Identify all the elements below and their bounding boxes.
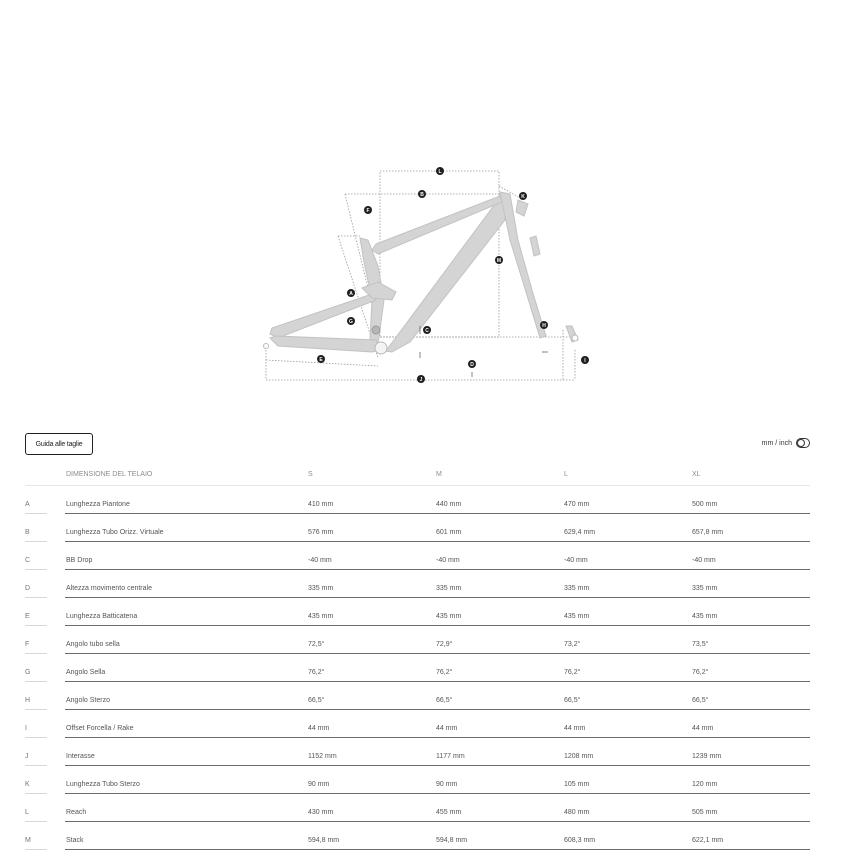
table-row — [25, 766, 810, 794]
geometry-marker-g — [347, 317, 355, 325]
row-dimension-name: Interasse — [66, 753, 95, 760]
row-value-xl: 500 mm — [692, 501, 718, 508]
row-divider — [65, 849, 810, 850]
geometry-marker-f — [364, 206, 372, 214]
row-dimension-name: Altezza movimento centrale — [66, 585, 152, 592]
table-row — [25, 682, 810, 710]
header-size-l: L — [564, 471, 568, 478]
row-value-m: 90 mm — [436, 781, 458, 788]
row-value-s: 72,5° — [308, 641, 325, 648]
row-dimension-name: Angolo tubo sella — [66, 641, 120, 648]
row-value-xl: 73,5° — [692, 641, 709, 648]
geometry-marker-j — [417, 375, 425, 383]
row-value-l: 66,5° — [564, 697, 581, 704]
row-value-m: 601 mm — [436, 529, 462, 536]
row-value-m: 335 mm — [436, 585, 462, 592]
row-value-xl: 435 mm — [692, 613, 718, 620]
row-value-l: 73,2° — [564, 641, 581, 648]
row-value-s: 76,2° — [308, 669, 325, 676]
geometry-marker-h — [540, 321, 548, 329]
row-value-xl: 76,2° — [692, 669, 709, 676]
row-value-xl: 505 mm — [692, 809, 718, 816]
table-row — [25, 794, 810, 822]
row-value-s: 335 mm — [308, 585, 334, 592]
marker-letter: E — [319, 357, 323, 363]
row-value-l: 76,2° — [564, 669, 581, 676]
geometry-marker-m — [495, 256, 503, 264]
marker-letter: D — [470, 362, 474, 368]
row-value-m: 1177 mm — [436, 753, 465, 760]
row-value-m: 455 mm — [436, 809, 462, 816]
row-letter: D — [25, 585, 31, 592]
table-body — [25, 486, 810, 850]
row-letter: F — [25, 641, 30, 648]
row-letter: G — [25, 669, 31, 676]
header-dimension: DIMENSIONE DEL TELAIO — [66, 471, 153, 478]
row-value-s: 410 mm — [308, 501, 334, 508]
row-value-l: 105 mm — [564, 781, 590, 788]
row-value-m: 66,5° — [436, 697, 453, 704]
marker-letter: J — [419, 377, 423, 383]
row-value-s: 430 mm — [308, 809, 334, 816]
table-row — [25, 514, 810, 542]
row-letter: C — [25, 557, 31, 564]
header-size-s: S — [308, 471, 313, 478]
table-row — [25, 738, 810, 766]
row-value-s: 435 mm — [308, 613, 334, 620]
row-value-l: 480 mm — [564, 809, 590, 816]
geometry-table — [25, 465, 810, 850]
row-letter: B — [25, 529, 30, 536]
row-value-l: 470 mm — [564, 501, 590, 508]
row-dimension-name: Angolo Sterzo — [66, 697, 110, 704]
row-value-xl: 1239 mm — [692, 753, 722, 760]
row-value-m: 594,8 mm — [436, 837, 468, 844]
row-value-xl: 120 mm — [692, 781, 718, 788]
marker-letter: F — [366, 208, 370, 214]
row-value-s: 44 mm — [308, 725, 330, 732]
row-letter: H — [25, 697, 31, 704]
row-letter: J — [25, 753, 29, 760]
marker-letter: I — [584, 358, 586, 364]
table-row — [25, 598, 810, 626]
table-row — [25, 542, 810, 570]
geometry-marker-e — [317, 355, 325, 363]
marker-letter: A — [349, 291, 353, 297]
row-letter: I — [25, 725, 27, 732]
geometry-marker-k — [519, 192, 527, 200]
geometry-marker-d — [468, 360, 476, 368]
header-size-m: M — [436, 471, 442, 478]
marker-letter: B — [420, 192, 424, 198]
header-size-xl: XL — [692, 471, 701, 478]
row-value-s: 1152 mm — [308, 753, 337, 760]
row-dimension-name: Lunghezza Tubo Orizz. Virtuale — [66, 529, 164, 536]
row-letter: L — [25, 809, 29, 816]
row-value-l: 44 mm — [564, 725, 586, 732]
row-letter: K — [25, 781, 30, 788]
row-letter: A — [25, 501, 30, 508]
row-value-s: -40 mm — [308, 557, 332, 564]
row-value-l: 435 mm — [564, 613, 590, 620]
toggle-switch-icon[interactable] — [796, 438, 810, 448]
table-row — [25, 710, 810, 738]
marker-letter: C — [425, 328, 429, 334]
marker-letter: M — [496, 258, 502, 264]
row-value-m: 435 mm — [436, 613, 462, 620]
row-dimension-name: Lunghezza Piantone — [66, 501, 130, 508]
row-dimension-name: Stack — [66, 837, 84, 844]
row-letter: M — [25, 837, 31, 844]
frame-geometry-diagram — [0, 150, 854, 390]
row-value-l: 608,3 mm — [564, 837, 596, 844]
row-dimension-name: Lunghezza Batticatena — [66, 613, 138, 620]
row-letter: E — [25, 613, 30, 620]
row-value-xl: 66,5° — [692, 697, 709, 704]
table-row — [25, 570, 810, 598]
table-row — [25, 822, 810, 850]
row-value-xl: 622,1 mm — [692, 837, 724, 844]
table-header — [25, 465, 810, 486]
unit-toggle-label: mm / inch — [761, 439, 792, 447]
row-value-xl: 44 mm — [692, 725, 714, 732]
row-value-m: 72,9° — [436, 641, 453, 648]
geometry-marker-i — [581, 356, 589, 364]
row-value-s: 576 mm — [308, 529, 334, 536]
size-guide-button[interactable]: Guida alle taglie — [25, 433, 93, 455]
row-dimension-name: Offset Forcella / Rake — [66, 725, 134, 732]
row-value-xl: -40 mm — [692, 557, 716, 564]
row-value-xl: 335 mm — [692, 585, 718, 592]
row-value-s: 90 mm — [308, 781, 330, 788]
geometry-marker-c — [423, 326, 431, 334]
marker-letter: L — [438, 169, 442, 175]
row-value-l: 629,4 mm — [564, 529, 596, 536]
row-dimension-name: Angolo Sella — [66, 669, 106, 676]
row-value-l: -40 mm — [564, 557, 588, 564]
marker-letter: K — [521, 194, 525, 200]
row-value-m: 440 mm — [436, 501, 462, 508]
row-dimension-name: Lunghezza Tubo Sterzo — [66, 781, 140, 788]
marker-letter: H — [542, 323, 546, 329]
row-dimension-name: Reach — [66, 809, 87, 816]
unit-toggle[interactable] — [762, 438, 810, 448]
marker-letter: G — [349, 319, 353, 325]
geometry-marker-l — [436, 167, 444, 175]
geometry-markers — [0, 150, 854, 390]
row-value-l: 1208 mm — [564, 753, 594, 760]
table-row — [25, 626, 810, 654]
table-row — [25, 486, 810, 514]
table-toolbar — [25, 433, 810, 455]
row-value-m: 44 mm — [436, 725, 458, 732]
row-value-m: -40 mm — [436, 557, 460, 564]
geometry-marker-a — [347, 289, 355, 297]
geometry-marker-b — [418, 190, 426, 198]
row-letter-divider — [25, 849, 47, 850]
row-dimension-name: BB Drop — [66, 557, 93, 564]
row-value-xl: 657,8 mm — [692, 529, 724, 536]
table-row — [25, 654, 810, 682]
row-value-s: 66,5° — [308, 697, 325, 704]
row-value-l: 335 mm — [564, 585, 590, 592]
row-value-m: 76,2° — [436, 669, 453, 676]
row-value-s: 594,8 mm — [308, 837, 340, 844]
